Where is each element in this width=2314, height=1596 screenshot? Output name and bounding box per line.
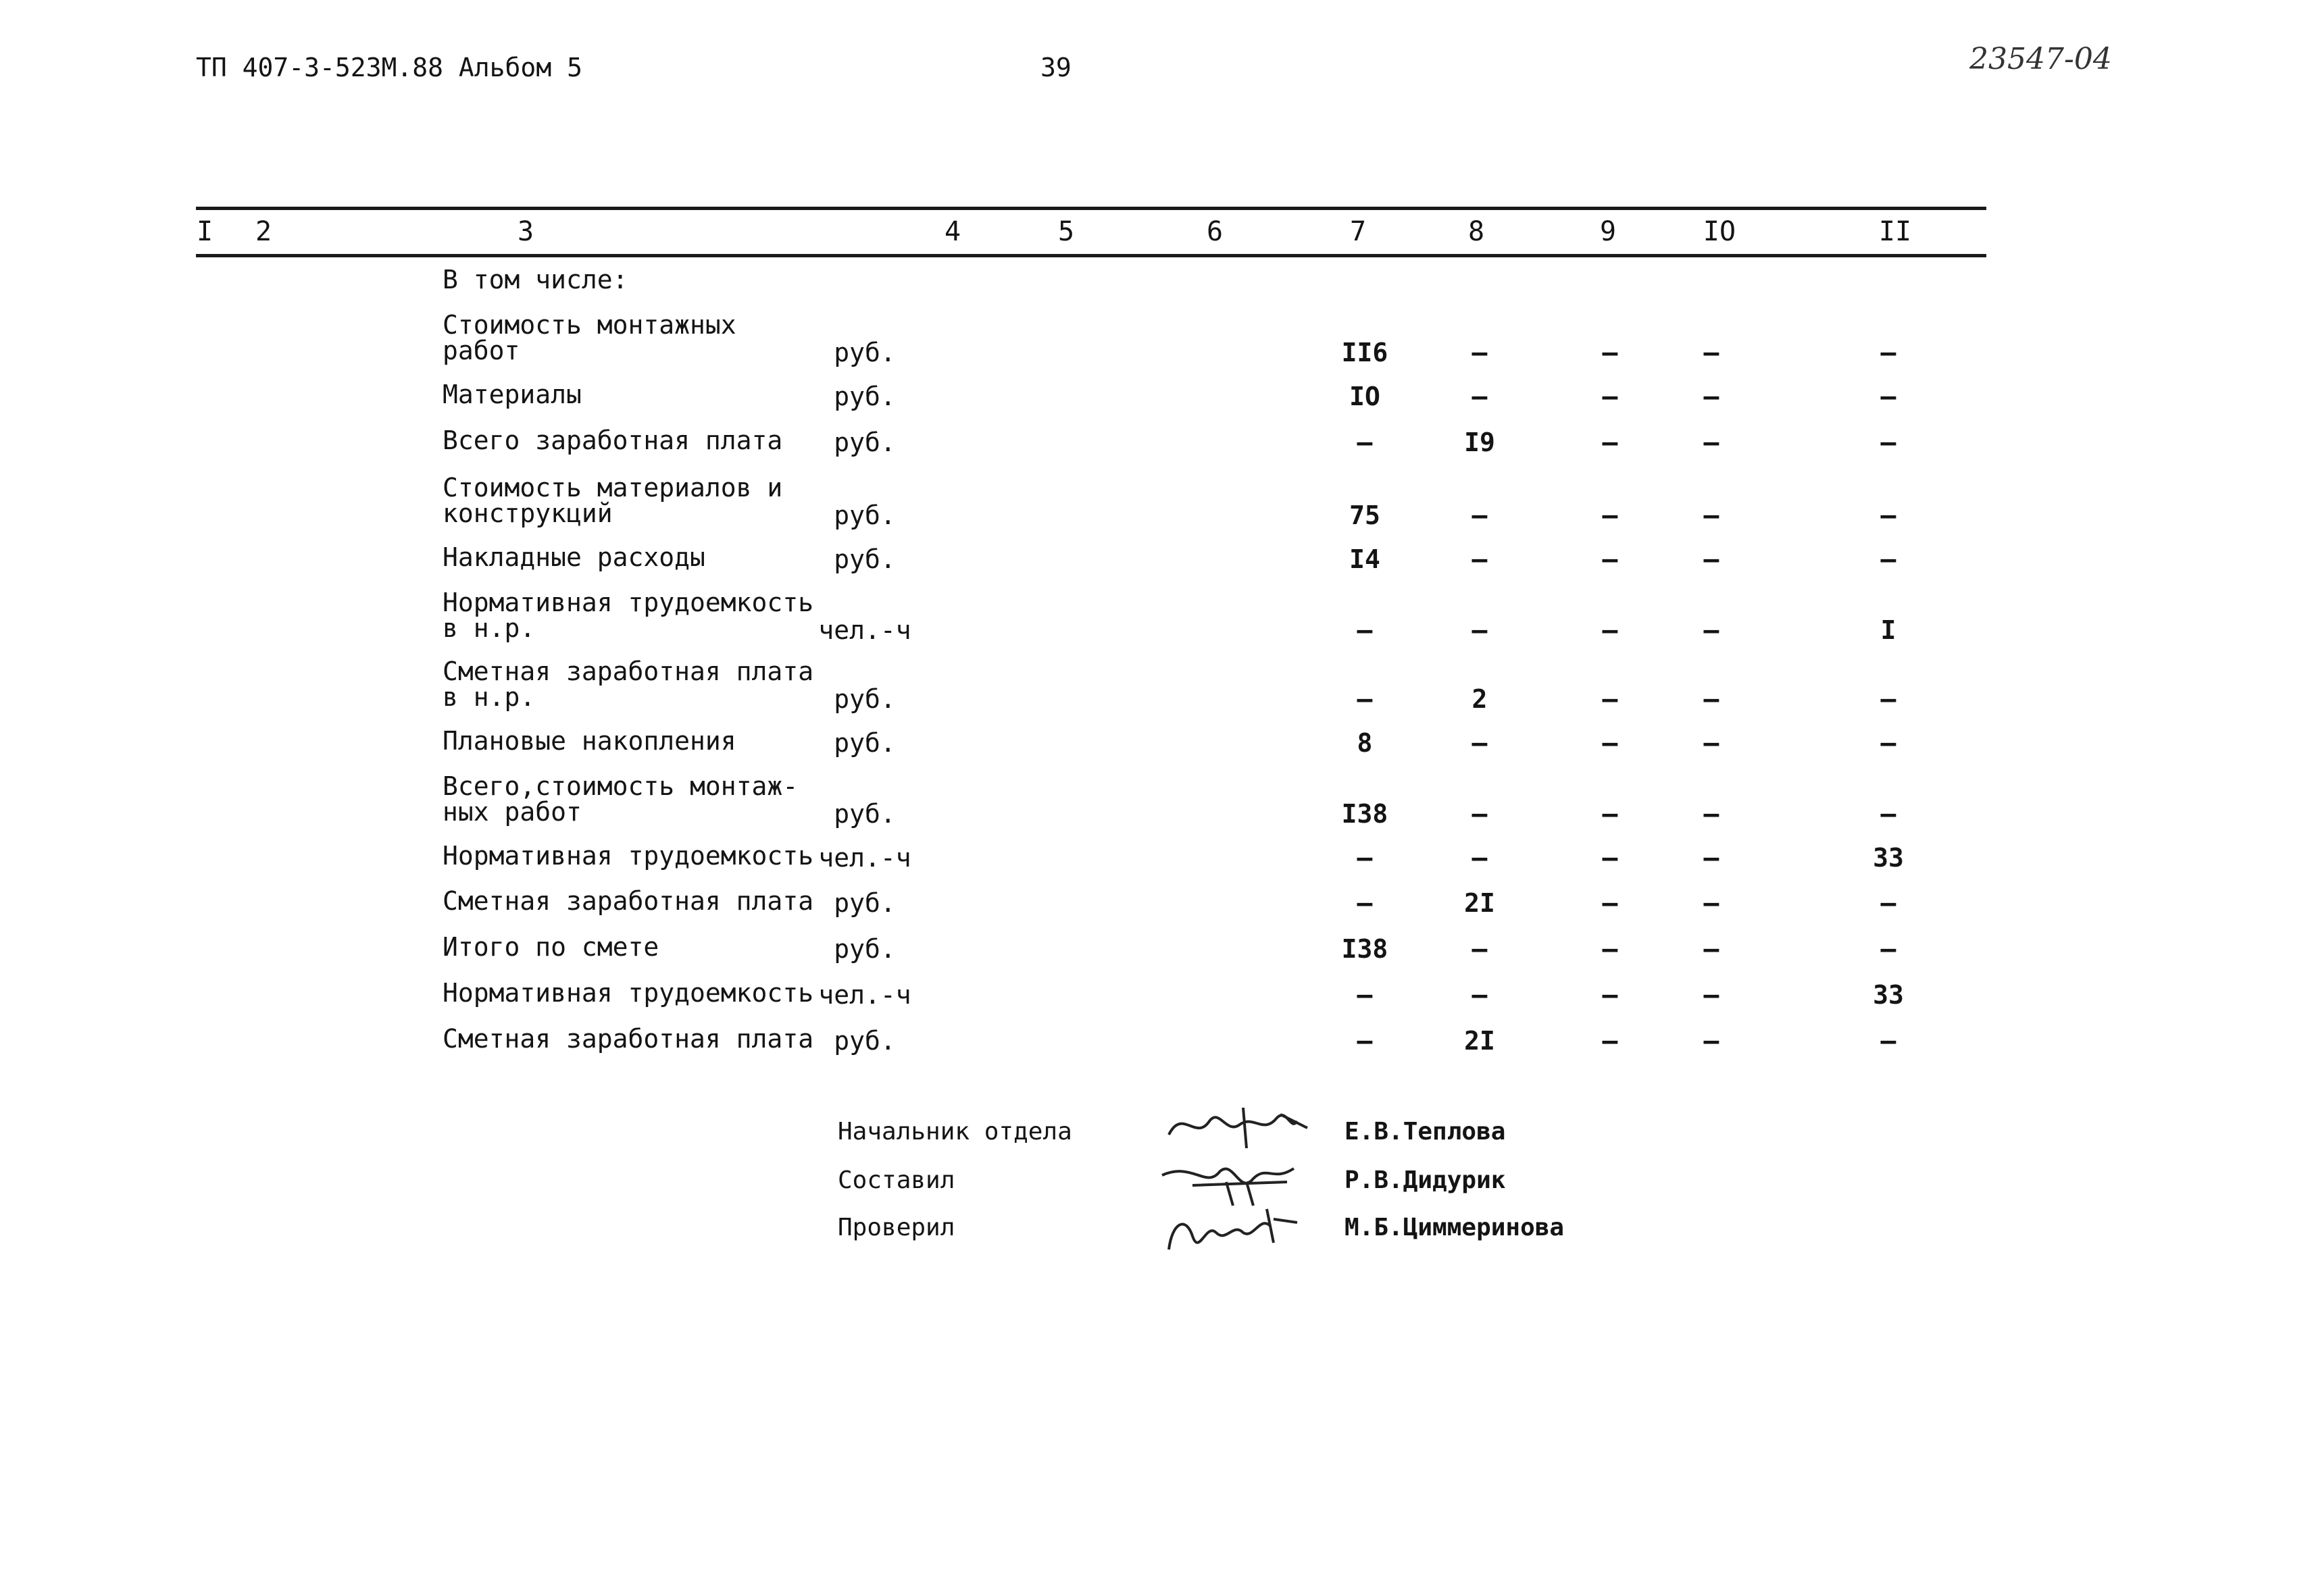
- cell-col-8: 2I: [1464, 888, 1495, 918]
- row-unit: чел.-ч: [818, 980, 911, 1010]
- row-label: [443, 934, 659, 960]
- signature-name: М.Б.Циммеринова: [1344, 1214, 1565, 1241]
- row-label-line-2: конструкций: [443, 498, 613, 528]
- row-label: [443, 475, 782, 526]
- row-label-line-1: Нормативная трудоемкость: [443, 841, 814, 871]
- row-label: [443, 980, 813, 1006]
- cell-col-7: II6: [1341, 338, 1388, 367]
- row-label-line-1: Всего,стоимость монтаж-: [443, 771, 799, 801]
- row-label: [443, 773, 798, 825]
- row-unit: руб.: [834, 428, 896, 457]
- cell-col-8: –: [1472, 980, 1488, 1010]
- cell-col-11: –: [1880, 799, 1896, 829]
- table-top-rule: [196, 207, 1986, 210]
- cell-col-11: –: [1880, 888, 1896, 918]
- row-label-line-2: ных работ: [443, 797, 582, 827]
- row-label-line-1: Плановые накопления: [443, 726, 736, 756]
- row-unit: руб.: [834, 382, 896, 411]
- cell-col-10: –: [1703, 888, 1719, 918]
- cell-col-9: –: [1602, 428, 1618, 457]
- cell-col-11: –: [1880, 382, 1896, 411]
- cell-col-11: –: [1880, 934, 1896, 964]
- row-label: [443, 1026, 813, 1052]
- row-label: [443, 382, 582, 407]
- cell-col-8: 2I: [1464, 1026, 1495, 1056]
- cell-col-11: –: [1880, 1026, 1896, 1056]
- cell-col-10: –: [1703, 544, 1719, 574]
- cell-col-7: I4: [1349, 544, 1380, 574]
- cell-col-10: –: [1703, 1026, 1719, 1056]
- cell-col-11: –: [1880, 544, 1896, 574]
- row-label: [443, 544, 705, 570]
- cell-col-9: –: [1602, 684, 1618, 714]
- row-label: [443, 590, 813, 641]
- cell-col-10: –: [1703, 980, 1719, 1010]
- cell-col-8: –: [1472, 615, 1488, 645]
- cell-col-9: –: [1602, 843, 1618, 873]
- column-number-4: 4: [944, 216, 961, 247]
- cell-col-11: I: [1880, 615, 1896, 645]
- cell-col-11: –: [1880, 500, 1896, 530]
- cell-col-7: –: [1357, 1026, 1373, 1056]
- signature-name: Е.В.Теплова: [1344, 1118, 1506, 1145]
- cell-col-9: –: [1602, 1026, 1618, 1056]
- cell-col-7: –: [1357, 888, 1373, 918]
- signature-name: Р.В.Дидурик: [1344, 1166, 1506, 1194]
- row-unit: руб.: [834, 888, 896, 918]
- cell-col-7: I38: [1341, 934, 1388, 964]
- column-number-3: 3: [517, 216, 534, 247]
- cell-col-9: –: [1602, 980, 1618, 1010]
- cell-col-8: –: [1472, 544, 1488, 574]
- row-label-line-1: Итого по смете: [443, 932, 659, 962]
- row-label: [443, 312, 736, 363]
- signature-role: Проверил: [838, 1214, 955, 1241]
- row-unit: руб.: [834, 934, 896, 964]
- column-number-9: 9: [1599, 216, 1617, 247]
- row-unit: руб.: [834, 544, 896, 574]
- cell-col-8: –: [1472, 799, 1488, 829]
- page-number: 39: [1040, 53, 1072, 82]
- cell-col-9: –: [1602, 615, 1618, 645]
- row-label: [443, 659, 813, 710]
- cell-col-10: –: [1703, 338, 1719, 367]
- column-number-2: 2: [255, 216, 272, 247]
- row-label-line-1: Стоимость монтажных: [443, 310, 736, 340]
- signature-role: Начальник отдела: [838, 1118, 1072, 1145]
- cell-col-8: –: [1472, 843, 1488, 873]
- column-number-7: 7: [1349, 216, 1367, 247]
- signature-teplova-image: [1162, 1094, 1317, 1155]
- cell-col-11: 33: [1873, 843, 1904, 873]
- cell-col-7: –: [1357, 615, 1373, 645]
- cell-col-9: –: [1602, 382, 1618, 411]
- cell-col-7: –: [1357, 843, 1373, 873]
- cell-col-10: –: [1703, 684, 1719, 714]
- cell-col-7: 75: [1349, 500, 1380, 530]
- row-label-line-1: Нормативная трудоемкость: [443, 588, 814, 617]
- cell-col-10: –: [1703, 934, 1719, 964]
- column-number-11: II: [1878, 216, 1912, 247]
- cell-col-10: –: [1703, 382, 1719, 411]
- cell-col-8: 2: [1472, 684, 1488, 714]
- cell-col-11: –: [1880, 684, 1896, 714]
- row-label-line-1: Всего заработная плата: [443, 426, 783, 455]
- row-label-line-1: Сметная заработная плата: [443, 657, 814, 686]
- row-label-line-1: Стоимость материалов и: [443, 473, 783, 503]
- row-unit: чел.-ч: [818, 843, 911, 873]
- column-number-10: IO: [1703, 216, 1736, 247]
- cell-col-10: –: [1703, 728, 1719, 758]
- row-label-line-2: в н.р.: [443, 613, 536, 643]
- cell-col-7: –: [1357, 980, 1373, 1010]
- cell-col-10: –: [1703, 615, 1719, 645]
- row-unit: руб.: [834, 684, 896, 714]
- row-unit: руб.: [834, 500, 896, 530]
- row-label: [443, 888, 813, 914]
- section-title: В том числе:: [443, 265, 628, 294]
- row-unit: руб.: [834, 728, 896, 758]
- column-number-6: 6: [1206, 216, 1224, 247]
- signature-role: Составил: [838, 1166, 955, 1194]
- row-unit: чел.-ч: [818, 615, 911, 645]
- cell-col-7: I38: [1341, 799, 1388, 829]
- row-label-line-1: Материалы: [443, 380, 582, 409]
- signature-tsimmerinova-image: [1159, 1202, 1307, 1263]
- cell-col-10: –: [1703, 428, 1719, 457]
- column-number-1: I: [196, 216, 213, 247]
- cell-col-8: –: [1472, 382, 1488, 411]
- cell-col-9: –: [1602, 934, 1618, 964]
- cell-col-8: –: [1472, 338, 1488, 367]
- cell-col-10: –: [1703, 843, 1719, 873]
- cell-col-7: IO: [1349, 382, 1380, 411]
- signature-didurik-image: [1152, 1155, 1307, 1209]
- cell-col-7: –: [1357, 428, 1373, 457]
- cell-col-9: –: [1602, 500, 1618, 530]
- document-code: ТП 407-3-523М.88 Альбом 5: [196, 53, 582, 82]
- row-label: [443, 843, 813, 869]
- cell-col-8: –: [1472, 500, 1488, 530]
- table-header-bottom-rule: [196, 254, 1986, 257]
- cell-col-9: –: [1602, 338, 1618, 367]
- cell-col-10: –: [1703, 500, 1719, 530]
- cell-col-8: I9: [1464, 428, 1495, 457]
- cell-col-9: –: [1602, 799, 1618, 829]
- row-label-line-1: Накладные расходы: [443, 542, 705, 572]
- cell-col-10: –: [1703, 799, 1719, 829]
- row-unit: руб.: [834, 338, 896, 367]
- column-number-5: 5: [1057, 216, 1075, 247]
- cell-col-7: –: [1357, 684, 1373, 714]
- cell-col-8: –: [1472, 934, 1488, 964]
- cell-col-8: –: [1472, 728, 1488, 758]
- cell-col-11: –: [1880, 428, 1896, 457]
- row-label-line-2: в н.р.: [443, 682, 536, 712]
- row-unit: руб.: [834, 799, 896, 829]
- row-unit: руб.: [834, 1026, 896, 1056]
- archive-number: 23547-04: [1969, 42, 2112, 76]
- cell-col-11: –: [1880, 728, 1896, 758]
- row-label-line-1: Нормативная трудоемкость: [443, 978, 814, 1008]
- row-label-line-1: Сметная заработная плата: [443, 1024, 814, 1054]
- cell-col-9: –: [1602, 544, 1618, 574]
- cell-col-11: –: [1880, 338, 1896, 367]
- row-label: [443, 428, 782, 453]
- row-label: [443, 728, 736, 754]
- cell-col-9: –: [1602, 728, 1618, 758]
- cell-col-7: 8: [1357, 728, 1373, 758]
- row-label-line-1: Сметная заработная плата: [443, 886, 814, 916]
- cell-col-11: 33: [1873, 980, 1904, 1010]
- row-label-line-2: работ: [443, 336, 520, 365]
- cell-col-9: –: [1602, 888, 1618, 918]
- column-number-8: 8: [1467, 216, 1485, 247]
